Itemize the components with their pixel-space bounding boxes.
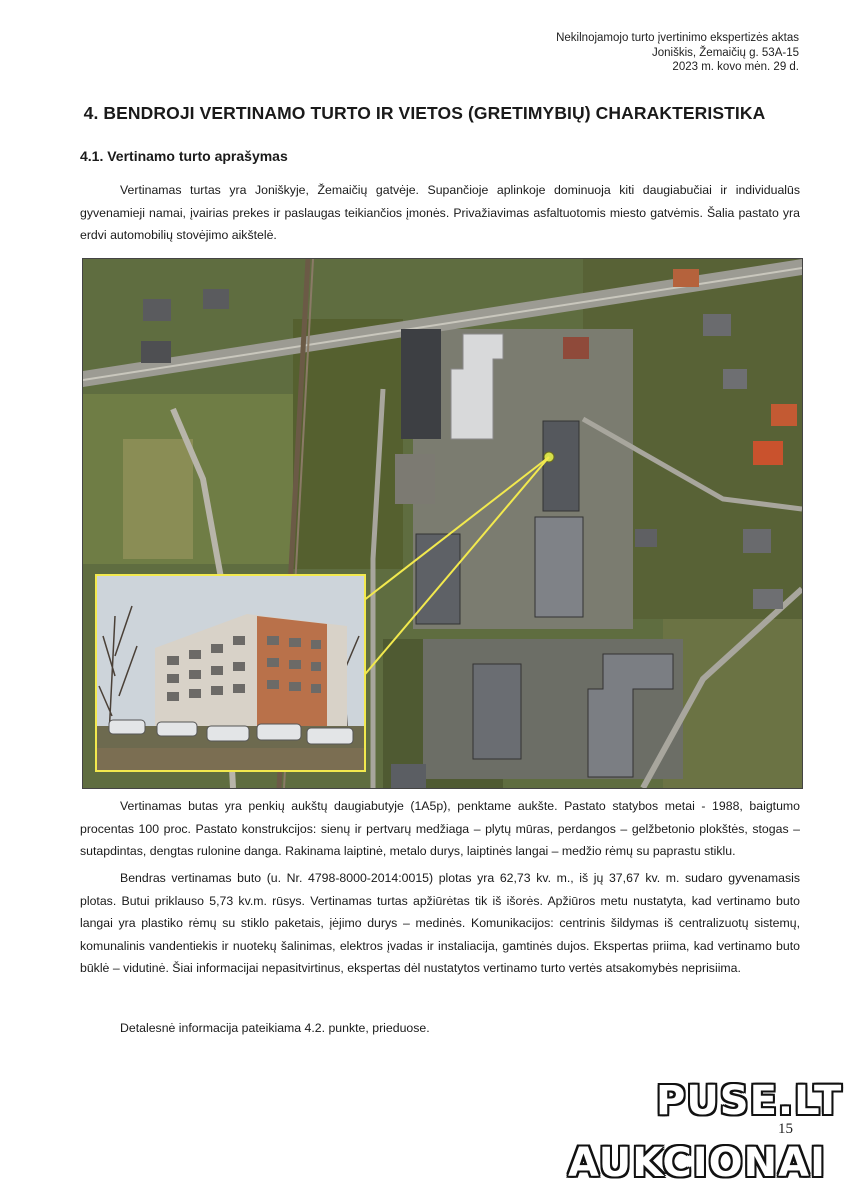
subsection-title: 4.1. Vertinamo turto aprašymas (80, 148, 288, 164)
watermark-line1: PUSE.LT (656, 1078, 843, 1124)
paragraph-apartment: Bendras vertinamas buto (u. Nr. 4798-8000-2014:0015) plotas yra 62,73 kv. m., iš jų 37,67 kv. m. sudaro gyvenamasis plotas. Butui priklauso 5,73 kv.m. rūsys. Vertinamas turtas apžiūrėtas tik iš išorės. Apžiūros metu nustatyta, kad vertinamo buto langai yra plastiko rėmų su stiklo paketais, įėjimo durys – medinės. Komunikacijos: centrinis šildymas iš centralizuotų sistemų, komunalinis vandentiekis ir nuotekų šalinimas, elektros įvadas ir instaliacija, gamtinės dujos. Ekspertas priima, kad vertinamo buto būklė – vidutinė. Šiai informacijai nepasitvirtinus, ekspertas dėl nustatytos vertinamo turto vertės atsakomybės neprisiima. (80, 871, 800, 975)
header-date: 2023 m. kovo mėn. 29 d. (672, 61, 799, 73)
header-document-type: Nekilnojamojo turto įvertinimo ekspertizės aktas (556, 32, 799, 44)
document-header (556, 31, 799, 75)
paragraph-location: Vertinamas turtas yra Joniškyje, Žemaičių gatvėje. Supančioje aplinkoje dominuoja kiti daugiabučiai ir individualūs gyvenamieji namai, įvairias prekes ir paslaugas teikiančios įmonės. Privažiavimas asfaltuotomis miesto gatvėmis. Šalia pastato yra erdvi automobilių stovėjimo aikštelė. (80, 183, 800, 242)
paragraph-details: Detalesnė informacija pateikiama 4.2. punkte, prieduose. (120, 1021, 430, 1035)
paragraph-building: Vertinamas butas yra penkių aukštų daugiabutyje (1A5p), penktame aukšte. Pastato statybos metai - 1988, baigtumo procentas 100 proc. Pastato konstrukcijos: sienų ir pertvarų medžiaga – plytų mūras, perdangos – gelžbetonio plokštės, stogas – sutapdintas, dengtas rulonine danga. Rakinama laiptinė, metalo durys, laiptinės langai – medžio rėmų su paprastu stiklu. (80, 799, 800, 858)
section-title: 4. BENDROJI VERTINAMO TURTO IR VIETOS (GRETIMYBIŲ) CHARAKTERISTIKA (83, 103, 766, 123)
page-number: 15 (778, 1121, 793, 1137)
watermark-line2: AUKCIONAI (568, 1140, 826, 1186)
building-photo (95, 574, 366, 772)
building-photo-drawing (97, 576, 364, 770)
header-address: Joniškis, Žemaičių g. 53A-15 (651, 46, 799, 59)
